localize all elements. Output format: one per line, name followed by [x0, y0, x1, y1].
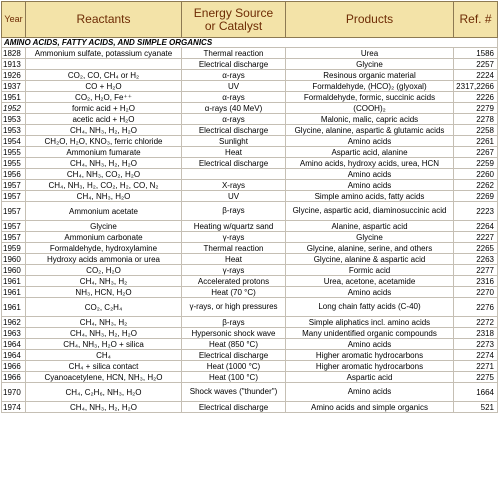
cell-year: 1952 — [2, 103, 26, 114]
cell-reactants: CH₄, NH₃, H₂ — [26, 276, 182, 287]
reactions-table — [1, 1, 498, 413]
cell-year: 1955 — [2, 147, 26, 158]
cell-energy: X-rays — [182, 180, 286, 191]
cell-reactants: CO₂, CO, CH₄ or H₂ — [26, 70, 182, 81]
cell-energy: γ-rays, or high pressures — [182, 298, 286, 317]
cell-products: Amino acids — [286, 339, 454, 350]
cell-year: 1954 — [2, 136, 26, 147]
cell-ref: 2277 — [454, 265, 498, 276]
cell-energy: α-rays — [182, 70, 286, 81]
cell-reactants: CH₄, NH₃, H₂, H₂O — [26, 402, 182, 413]
cell-ref: 2270 — [454, 287, 498, 298]
cell-energy — [182, 169, 286, 180]
cell-ref: 2260 — [454, 169, 498, 180]
cell-year: 1957 — [2, 202, 26, 221]
cell-year: 1962 — [2, 317, 26, 328]
cell-products: Glycine, aspartic acid, diaminosuccinic acid — [286, 202, 454, 221]
cell-energy: β-rays — [182, 317, 286, 328]
cell-year: 1957 — [2, 191, 26, 202]
cell-ref: 2265 — [454, 243, 498, 254]
table-row — [2, 317, 498, 328]
cell-products: Amino acids — [286, 169, 454, 180]
table-row — [2, 158, 498, 169]
cell-ref: 2227 — [454, 232, 498, 243]
cell-ref: 2262 — [454, 180, 498, 191]
cell-products: Formaldehyde, formic, succinic acids — [286, 92, 454, 103]
cell-energy: Sunlight — [182, 136, 286, 147]
cell-ref: 2272 — [454, 317, 498, 328]
cell-products: Glycine — [286, 232, 454, 243]
table-row — [2, 81, 498, 92]
cell-reactants — [26, 59, 182, 70]
cell-reactants: CH₂O, H₂O, KNO₃, ferric chloride — [26, 136, 182, 147]
cell-year: 1966 — [2, 372, 26, 383]
cell-ref: 2257 — [454, 59, 498, 70]
header-reactants: Reactants — [26, 2, 182, 38]
cell-reactants: Ammonium fumarate — [26, 147, 182, 158]
cell-products: Glycine, alanine, aspartic & glutamic acids — [286, 125, 454, 136]
cell-ref: 2271 — [454, 361, 498, 372]
cell-energy: UV — [182, 81, 286, 92]
cell-ref: 2263 — [454, 254, 498, 265]
section-row — [2, 38, 498, 48]
table-body — [2, 38, 498, 413]
cell-reactants: CH₄, C₂H₆, NH₃, H₂O — [26, 383, 182, 402]
cell-year: 1957 — [2, 180, 26, 191]
cell-energy: Heat (100 °C) — [182, 372, 286, 383]
cell-reactants: NH₃, HCN, H₂O — [26, 287, 182, 298]
cell-energy: Thermal reaction — [182, 48, 286, 59]
cell-reactants: Glycine — [26, 221, 182, 232]
table-row — [2, 180, 498, 191]
cell-year: 1970 — [2, 383, 26, 402]
cell-reactants: CO₂, H₂O, Fe⁺⁺ — [26, 92, 182, 103]
cell-energy: Accelerated protons — [182, 276, 286, 287]
cell-energy: α-rays — [182, 114, 286, 125]
cell-reactants: CH₄, NH₃, H₂ — [26, 317, 182, 328]
cell-energy: UV — [182, 191, 286, 202]
cell-products: Amino acids and simple organics — [286, 402, 454, 413]
table-row — [2, 265, 498, 276]
cell-energy: Heating w/quartz sand — [182, 221, 286, 232]
cell-year: 1828 — [2, 48, 26, 59]
cell-products: Amino acids — [286, 180, 454, 191]
cell-year: 1960 — [2, 254, 26, 265]
header-energy — [182, 2, 286, 38]
cell-energy: Electrical discharge — [182, 350, 286, 361]
cell-reactants: Cyanoacetylene, HCN, NH₃, H₂O — [26, 372, 182, 383]
table-row — [2, 402, 498, 413]
cell-year: 1974 — [2, 402, 26, 413]
cell-ref: 2226 — [454, 92, 498, 103]
cell-energy: α-rays (40 MeV) — [182, 103, 286, 114]
cell-products: Urea — [286, 48, 454, 59]
table-row — [2, 103, 498, 114]
cell-ref: 1664 — [454, 383, 498, 402]
cell-products: Amino acids — [286, 136, 454, 147]
cell-energy: Shock waves ("thunder") — [182, 383, 286, 402]
cell-year: 1937 — [2, 81, 26, 92]
cell-energy: α-rays — [182, 92, 286, 103]
cell-year: 1963 — [2, 328, 26, 339]
cell-products: Higher aromatic hydrocarbons — [286, 350, 454, 361]
cell-products: Many unidentified organic compounds — [286, 328, 454, 339]
cell-reactants: CO₂, H₂O — [26, 265, 182, 276]
cell-ref: 2318 — [454, 328, 498, 339]
cell-year: 1926 — [2, 70, 26, 81]
table-row — [2, 287, 498, 298]
table-row — [2, 92, 498, 103]
table-header — [2, 2, 498, 38]
table-row — [2, 328, 498, 339]
cell-reactants: CO₂, C₂H₄ — [26, 298, 182, 317]
cell-products: Malonic, malic, capric acids — [286, 114, 454, 125]
cell-energy: Thermal reaction — [182, 243, 286, 254]
table-row — [2, 114, 498, 125]
table-row — [2, 221, 498, 232]
cell-products: Urea, acetone, acetamide — [286, 276, 454, 287]
cell-ref: 2258 — [454, 125, 498, 136]
cell-products: Resinous organic material — [286, 70, 454, 81]
cell-energy: Heat — [182, 254, 286, 265]
cell-reactants: Ammonium carbonate — [26, 232, 182, 243]
cell-year: 1961 — [2, 287, 26, 298]
cell-reactants: CH₄, NH₃, H₂, H₂O — [26, 328, 182, 339]
cell-energy: Heat (1000 °C) — [182, 361, 286, 372]
header-energy-line2: or Catalyst — [204, 18, 263, 33]
cell-reactants: CH₄, NH₃, H₂O + silica — [26, 339, 182, 350]
cell-ref: 1586 — [454, 48, 498, 59]
cell-products: Long chain fatty acids (C-40) — [286, 298, 454, 317]
cell-reactants: CO + H₂O — [26, 81, 182, 92]
cell-products: Glycine, alanine & aspartic acid — [286, 254, 454, 265]
table-row — [2, 136, 498, 147]
table-row — [2, 147, 498, 158]
cell-reactants: CH₄, NH₃, CO₂, H₂O — [26, 169, 182, 180]
cell-ref: 521 — [454, 402, 498, 413]
section-title: AMINO ACIDS, FATTY ACIDS, AND SIMPLE ORGANICS — [2, 38, 498, 48]
cell-ref: 2274 — [454, 350, 498, 361]
cell-year: 1951 — [2, 92, 26, 103]
cell-ref: 2275 — [454, 372, 498, 383]
table-row — [2, 202, 498, 221]
table-row — [2, 125, 498, 136]
cell-ref: 2267 — [454, 147, 498, 158]
cell-reactants: acetic acid + H₂O — [26, 114, 182, 125]
cell-year: 1960 — [2, 265, 26, 276]
cell-products: Aspartic acid, alanine — [286, 147, 454, 158]
cell-reactants: CH₄, NH₃, H₂O — [26, 191, 182, 202]
table-row — [2, 361, 498, 372]
cell-energy: β-rays — [182, 202, 286, 221]
cell-reactants: CH₄, NH₃, H₂, CO₂, H₂, CO, N₂ — [26, 180, 182, 191]
header-ref: Ref. # — [454, 2, 498, 38]
cell-energy: Electrical discharge — [182, 158, 286, 169]
table-row — [2, 232, 498, 243]
cell-energy: γ-rays — [182, 232, 286, 243]
cell-reactants: Formaldehyde, hydroxylamine — [26, 243, 182, 254]
header-year: Year — [2, 2, 26, 38]
cell-ref: 2273 — [454, 339, 498, 350]
cell-year: 1953 — [2, 114, 26, 125]
cell-ref: 2264 — [454, 221, 498, 232]
table-row — [2, 191, 498, 202]
cell-ref: 2223 — [454, 202, 498, 221]
cell-year: 1957 — [2, 232, 26, 243]
table-row — [2, 169, 498, 180]
cell-year: 1957 — [2, 221, 26, 232]
table-row — [2, 372, 498, 383]
cell-year: 1956 — [2, 169, 26, 180]
cell-reactants: CH₄ + silica contact — [26, 361, 182, 372]
cell-energy: Electrical discharge — [182, 402, 286, 413]
cell-year: 1964 — [2, 339, 26, 350]
cell-energy: Electrical discharge — [182, 59, 286, 70]
cell-products: Alanine, aspartic acid — [286, 221, 454, 232]
cell-year: 1913 — [2, 59, 26, 70]
table-row — [2, 243, 498, 254]
cell-products: Simple amino acids, fatty acids — [286, 191, 454, 202]
header-energy-line1: Energy Source — [193, 5, 274, 20]
cell-products: Formic acid — [286, 265, 454, 276]
cell-products: (COOH)₂ — [286, 103, 454, 114]
cell-year: 1961 — [2, 298, 26, 317]
cell-products: Amino acids — [286, 383, 454, 402]
cell-reactants: CH₄, NH₃, H₂, H₂O — [26, 125, 182, 136]
cell-reactants: CH₄, NH₃, H₂, H₂O — [26, 158, 182, 169]
cell-ref: 2261 — [454, 136, 498, 147]
table-row — [2, 339, 498, 350]
cell-ref: 2278 — [454, 114, 498, 125]
cell-year: 1953 — [2, 125, 26, 136]
cell-energy: Heat (850 °C) — [182, 339, 286, 350]
cell-ref: 2279 — [454, 103, 498, 114]
cell-year: 1961 — [2, 276, 26, 287]
table-row — [2, 254, 498, 265]
cell-products: Amino acids — [286, 287, 454, 298]
cell-products: Glycine — [286, 59, 454, 70]
cell-products: Higher aromatic hydrocarbons — [286, 361, 454, 372]
cell-ref: 2259 — [454, 158, 498, 169]
cell-reactants: formic acid + H₂O — [26, 103, 182, 114]
cell-ref: 2224 — [454, 70, 498, 81]
cell-reactants: Ammonium acetate — [26, 202, 182, 221]
cell-ref: 2269 — [454, 191, 498, 202]
cell-year: 1955 — [2, 158, 26, 169]
cell-products: Amino acids, hydroxy acids, urea, HCN — [286, 158, 454, 169]
cell-reactants: Hydroxy acids ammonia or urea — [26, 254, 182, 265]
table-row — [2, 298, 498, 317]
table-row — [2, 276, 498, 287]
cell-ref: 2276 — [454, 298, 498, 317]
cell-energy: Heat — [182, 147, 286, 158]
cell-products: Glycine, alanine, serine, and others — [286, 243, 454, 254]
table-row — [2, 48, 498, 59]
cell-products: Simple aliphatics incl. amino acids — [286, 317, 454, 328]
cell-energy: Heat (70 °C) — [182, 287, 286, 298]
cell-ref: 2316 — [454, 276, 498, 287]
cell-year: 1966 — [2, 361, 26, 372]
table-row — [2, 59, 498, 70]
cell-year: 1959 — [2, 243, 26, 254]
cell-ref: 2317,2266 — [454, 81, 498, 92]
cell-energy: γ-rays — [182, 265, 286, 276]
cell-products: Aspartic acid — [286, 372, 454, 383]
cell-energy: Electrical discharge — [182, 125, 286, 136]
header-products: Products — [286, 2, 454, 38]
table-row — [2, 70, 498, 81]
cell-year: 1964 — [2, 350, 26, 361]
cell-energy: Hypersonic shock wave — [182, 328, 286, 339]
cell-reactants: CH₄ — [26, 350, 182, 361]
table-row — [2, 350, 498, 361]
cell-products: Formaldehyde, (HCO)₂ (glyoxal) — [286, 81, 454, 92]
table-row — [2, 383, 498, 402]
cell-reactants: Ammonium sulfate, potassium cyanate — [26, 48, 182, 59]
